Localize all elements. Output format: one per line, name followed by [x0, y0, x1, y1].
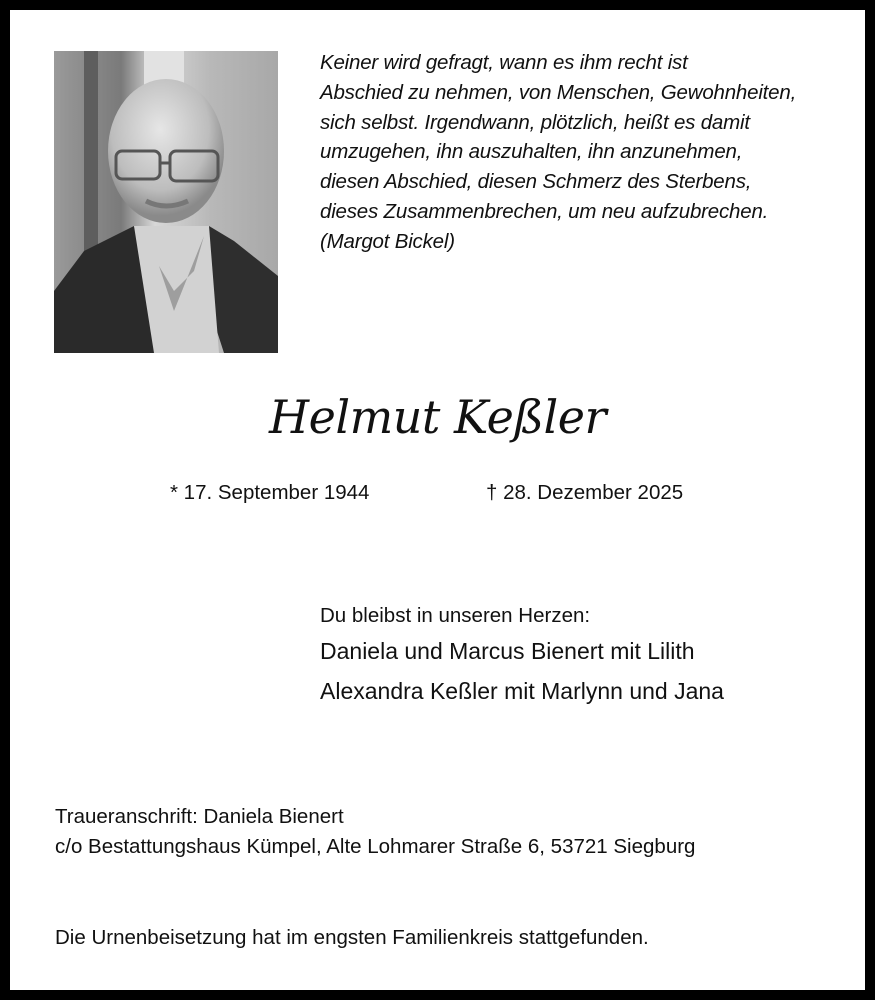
- quote-line: diesen Abschied, diesen Schmerz des Sterbens,: [320, 170, 752, 194]
- quote-line: Abschied zu nehmen, von Menschen, Gewohnheiten,: [320, 80, 797, 104]
- mourning-address: [55, 802, 695, 862]
- mourners-intro: Du bleibst in unseren Herzen:: [320, 604, 591, 627]
- death-date: † 28. Dezember 2025: [486, 481, 684, 504]
- mourners-block: [320, 601, 724, 711]
- mourner-entry: Daniela und Marcus Bienert mit Lilith: [320, 638, 695, 664]
- quote-line: sich selbst. Irgendwann, plötzlich, heißt es damit: [320, 110, 750, 134]
- memorial-quote: [320, 48, 860, 257]
- mourner-entry: Alexandra Keßler mit Marlynn und Jana: [320, 678, 724, 704]
- portrait-photo: [54, 51, 278, 353]
- quote-line: umzugehen, ihn auszuhalten, ihn anzunehmen,: [320, 140, 743, 164]
- obituary-card: [10, 10, 865, 990]
- address-line: Traueranschrift: Daniela Bienert: [55, 805, 344, 828]
- deceased-name: Helmut Keßler: [269, 390, 606, 444]
- address-line: c/o Bestattungshaus Kümpel, Alte Lohmarer Straße 6, 53721 Siegburg: [55, 835, 696, 858]
- quote-line: dieses Zusammenbrechen, um neu aufzubrechen.: [320, 199, 769, 223]
- burial-notice: Die Urnenbeisetzung hat im engsten Familienkreis stattgefunden.: [55, 926, 649, 949]
- quote-author: (Margot Bickel): [320, 229, 455, 253]
- portrait-image: [54, 51, 278, 353]
- birth-date: * 17. September 1944: [170, 481, 370, 504]
- quote-line: Keiner wird gefragt, wann es ihm recht ist: [320, 51, 688, 74]
